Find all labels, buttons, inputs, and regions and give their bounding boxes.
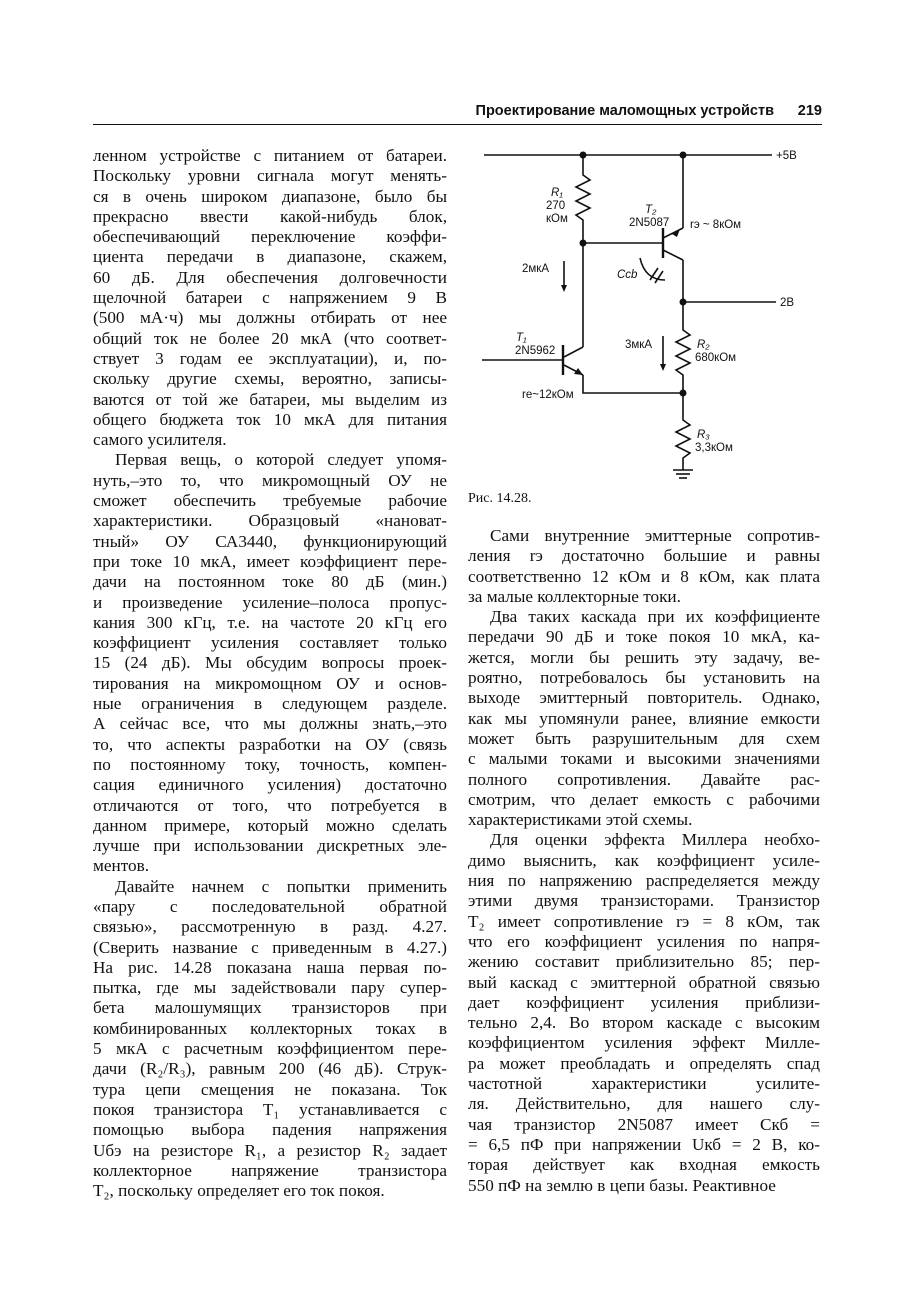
current-arrow: [660, 364, 666, 371]
text-line: что его коэффициент усиления по напря-: [468, 931, 820, 951]
text-line: На рис. 14.28 показана наша первая по-: [93, 957, 447, 977]
text-line: то, что аспекты разработки на ОУ (связь: [93, 734, 447, 754]
text-line: Первая вещь, о которой следует упомя-: [115, 450, 447, 470]
label-t2-part: 2N5087: [629, 217, 670, 229]
label-r1-value: 270: [546, 200, 566, 212]
text-line: комбинированных коллекторных токах в: [93, 1018, 447, 1038]
text-line: по постоянному току, точность, компен-: [93, 754, 447, 774]
text-line: обеспечивающий переключение коэффи-: [93, 227, 447, 247]
t2-emitter: [663, 228, 683, 238]
text-line: отличаются от того, что потребуется в: [93, 795, 447, 815]
text-line: лучше при использовании дискретных эле-: [93, 836, 447, 856]
text-line: дачи (R₂/R₃), равным 200 (46 дБ). Струк-: [93, 1059, 447, 1079]
text-line: соответственно 12 кОм и 8 кОм, как плата: [468, 566, 820, 586]
text-line: коэффициент усиления составляет только: [93, 633, 447, 653]
text-line: данном примере, который можно сделать: [93, 815, 447, 835]
text-line: тирования на микромощном ОУ и основ-: [93, 673, 447, 693]
text-line: дает коэффициент усиления приблизи-: [468, 992, 820, 1012]
text-line: передачи 90 дБ и токе покоя 10 мкА, ка-: [468, 627, 820, 647]
text-line: циента передачи в диапазоне, скажем,: [93, 247, 447, 267]
label-r2-value: 680кОм: [695, 352, 737, 364]
header-title: Проектирование маломощных устройств: [475, 103, 774, 119]
text-line: торая действует как входная емкость: [468, 1155, 820, 1175]
text-line: ленном устройстве с питанием от батареи.: [93, 146, 447, 165]
label-r1: R₁: [551, 187, 563, 199]
text-line: кания 300 кГц, т.е. на частоте 20 кГц его: [93, 612, 447, 632]
text-line: характеристики. Образцовый «нановат-: [93, 511, 447, 531]
label-2v: 2В: [780, 297, 795, 309]
t1-collector: [564, 347, 583, 357]
text-line: характеристиками этой схемы.: [468, 810, 693, 830]
circuit-diagram: [466, 140, 816, 485]
text-line: ные ограничения в следующем разделе.: [93, 694, 447, 714]
label-t1: T₁: [516, 332, 527, 344]
text-line: тельно 2,4. Во втором каскаде с высоким: [468, 1013, 820, 1033]
text-line: общего бюджета ток 10 мкА для питания: [93, 409, 447, 429]
text-line: 15 (24 дБ). Мы обсудим вопросы проек-: [93, 653, 447, 673]
text-line: роятно, потребовалось бы установить на: [468, 668, 820, 688]
text-line: помощью выбора падения напряжения: [93, 1120, 447, 1140]
text-line: прекрасно ввести какой-нибудь блок,: [93, 206, 447, 226]
text-line: ля. Действительно, для нашего слу-: [468, 1094, 820, 1114]
label-r1-unit: кОм: [546, 213, 568, 225]
resistor-r2: [676, 302, 690, 392]
text-line: Два таких каскада при их коэффициенте: [490, 607, 820, 627]
label-r3: R₃: [697, 429, 710, 441]
text-line: ментов.: [93, 856, 149, 876]
text-line: 5 мкА с расчетным коэффициентом пере-: [93, 1039, 447, 1059]
label-t1-part: 2N5962: [515, 345, 556, 357]
text-line: как мы упомянули ранее, влияние емкости: [468, 708, 820, 728]
text-line: нуть,–это то, что микромощный ОУ не: [93, 470, 447, 490]
text-line: и произведение усиление–полоса пропус-: [93, 592, 447, 612]
junction-dot: [580, 240, 587, 247]
right-column: [468, 526, 820, 1196]
label-re-t2: rэ ~ 8кОм: [690, 219, 742, 231]
label-current-3ua: 3мкА: [625, 339, 653, 351]
text-line: (Сверить название с приведенным в 4.27.): [93, 937, 447, 957]
text-line: связью», рассмотренную в разд. 4.27.: [93, 917, 447, 937]
text-line: частотной характеристики усилите-: [468, 1074, 820, 1094]
text-line: сможет обеспечить требуемые рабочие: [93, 491, 447, 511]
text-line: Для оценки эффекта Миллера необхо-: [490, 830, 820, 850]
text-line: Давайте начнем с попытки применить: [115, 876, 447, 896]
text-line: выходе эмиттерный повторитель. Однако,: [468, 688, 820, 708]
t2-collector: [663, 250, 683, 260]
label-current-2ua: 2мкА: [522, 263, 550, 275]
text-line: димо выяснить, как коэффициент усиле-: [468, 850, 820, 870]
text-line: бета малошумящих транзисторов при: [93, 998, 447, 1018]
label-r2: R₂: [697, 339, 710, 351]
text-line: за малые коллекторные токи.: [468, 586, 681, 606]
text-line: Сами внутренние эмиттерные сопротив-: [490, 526, 820, 545]
text-line: ра может преобладать и определять спад: [468, 1053, 820, 1073]
text-line: ствует 3 годам ее эксплуатации), и, по-: [93, 348, 447, 368]
text-line: ся в очень широком диапазоне, было бы: [93, 186, 447, 206]
text-line: смотрим, что делает емкость с рабочими: [468, 789, 820, 809]
text-line: «пару с последовательной обратной: [93, 896, 447, 916]
junction-dot: [680, 299, 687, 306]
text-line: ления rэ достаточно большие и равны: [468, 546, 820, 566]
current-arrow: [561, 285, 567, 292]
label-ccb: Cсb: [617, 269, 638, 281]
junction-dot: [680, 390, 687, 397]
text-line: (500 мА·ч) мы должны отбирать от нее: [93, 308, 447, 328]
text-line: дачи на постоянном токе 80 дБ (мин.): [93, 572, 447, 592]
text-line: коэффициентом усиления эффект Милле-: [468, 1033, 820, 1053]
text-line: щелочной батареи с напряжением 9 В: [93, 288, 447, 308]
resistor-r1: [576, 155, 590, 243]
text-line: А сейчас все, что мы должны знать,–это: [93, 714, 447, 734]
text-line: жению составит приблизительно 85; пер-: [468, 952, 820, 972]
junction-dot: [580, 152, 587, 159]
text-line: скольку другие схемы, вероятно, записы-: [93, 369, 447, 389]
text-line: Uбэ на резисторе R₁, а резистор R₂ задает: [93, 1140, 447, 1160]
text-line: 60 дБ. Для обеспечения долговечности: [93, 267, 447, 287]
text-line: = 6,5 пФ при напряжении Uкб = 2 В, ко-: [468, 1134, 820, 1154]
text-line: жется, могли бы решить эту задачу, ве-: [468, 647, 820, 667]
left-column: [93, 146, 447, 1201]
text-line: при токе 10 мкА, имеет коэффициент пере-: [93, 551, 447, 571]
text-line: полного сопротивления. Давайте рас-: [468, 769, 820, 789]
text-line: с малыми токами и высокими значениями: [468, 749, 820, 769]
label-t2: T₂: [645, 204, 657, 216]
resistor-r3: [676, 392, 690, 470]
text-line: пытка, где мы задействовали пару супер-: [93, 978, 447, 998]
text-line: чая транзистор 2N5087 имеет Cкб =: [468, 1114, 820, 1134]
text-line: T₂, поскольку определяет его ток покоя.: [93, 1181, 385, 1201]
text-line: T₂ имеет сопротивление rэ = 8 кОм, так: [468, 911, 820, 931]
text-line: тный» ОУ СА3440, функционирующий: [93, 531, 447, 551]
ground-symbol: [673, 470, 693, 478]
text-line: покоя транзистора T₁ устанавливается с: [93, 1099, 447, 1119]
label-plus5v: +5В: [776, 150, 797, 162]
text-line: Поскольку уровни сигнала могут менять-: [93, 166, 447, 186]
text-line: коллекторное напряжение транзистора: [93, 1160, 447, 1180]
figure-caption: Рис. 14.28.: [468, 491, 532, 506]
text-line: ваются от той же батареи, мы выделим из: [93, 389, 447, 409]
text-line: 550 пФ на землю в цепи базы. Реактивное: [468, 1175, 776, 1195]
label-r3-value: 3,3кОм: [695, 442, 733, 454]
page-number: 219: [797, 103, 822, 119]
running-header: [93, 100, 822, 125]
text-line: вый каскад с эмиттерной обратной связью: [468, 972, 820, 992]
text-line: может быть разрушительным для схем: [468, 728, 820, 748]
text-line: этими двумя транзисторами. Транзистор: [468, 891, 820, 911]
junction-dot: [680, 152, 687, 159]
text-line: самого усилителя.: [93, 430, 227, 450]
text-line: ния по напряжению распределяется между: [468, 871, 820, 891]
text-line: сация единичного усиления) достаточно: [93, 775, 447, 795]
label-re-t1: re~12кОм: [522, 389, 574, 401]
text-line: тура цепи смещения не показана. Ток: [93, 1079, 447, 1099]
text-line: общий ток не более 20 мкА (что соответ-: [93, 328, 447, 348]
